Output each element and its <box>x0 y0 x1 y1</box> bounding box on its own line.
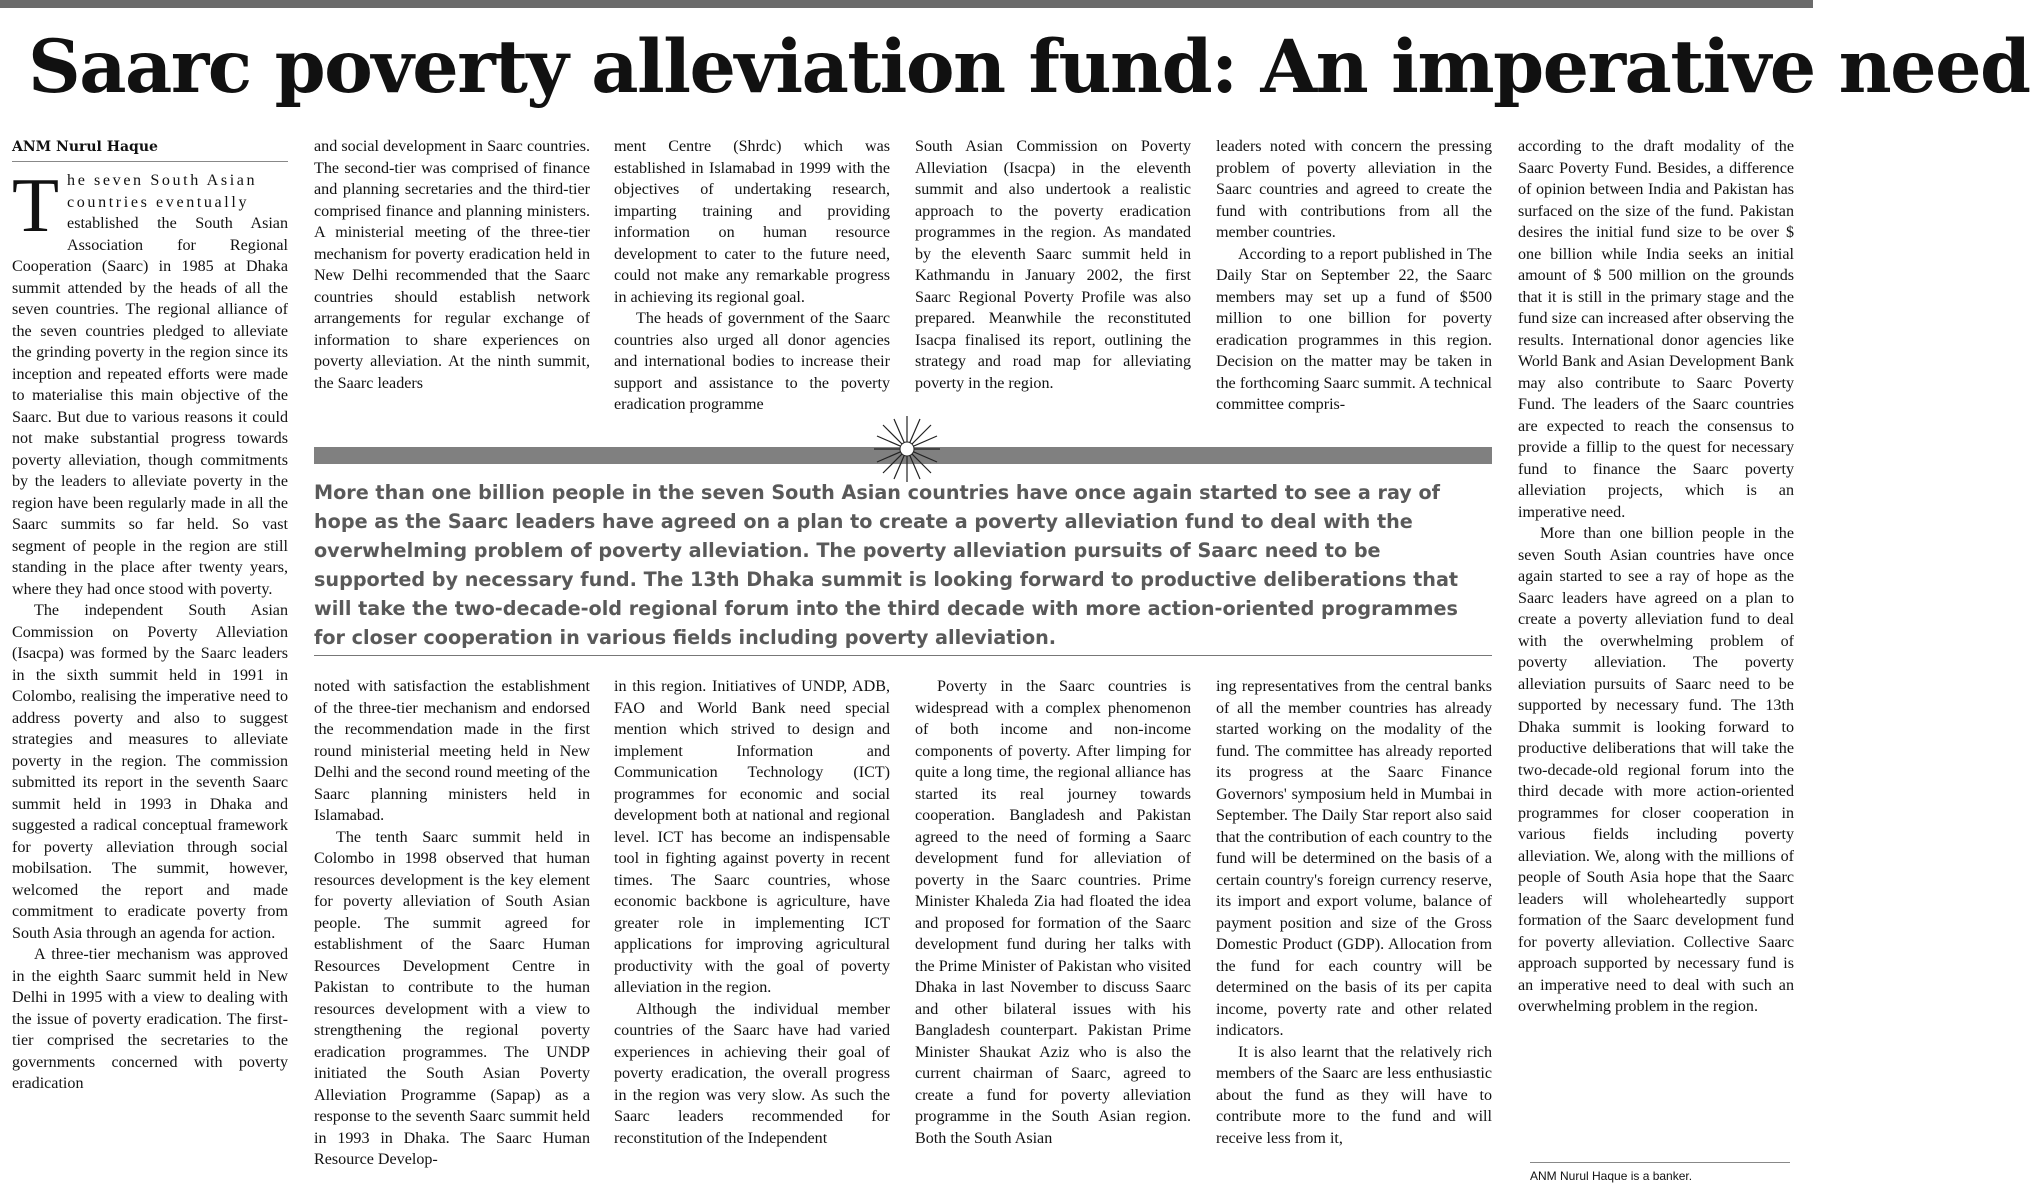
column-5-top <box>1216 136 1492 420</box>
paragraph: and social development in Saarc countries. The second-tier was comprised of finance and planning secretaries and the third-tier comprised finance and planning ministers. A ministerial meeting of the three-tier mechanism for poverty eradication held in New Delhi recommended that the Saarc countries should establish network arrangements for regular exchange of information to share experiences on poverty alleviation. At the ninth summit, the Saarc leaders <box>314 138 590 392</box>
paragraph: noted with satisfaction the establishment of the three-tier mechanism and endorsed the recommendation made in the first round ministerial meeting held in New Delhi and the second round meeting of the Saarc planning ministers held in Islamabad. <box>314 678 590 824</box>
author-note-rule <box>1530 1162 1790 1163</box>
paragraph: according to the draft modality of the Saarc Poverty Fund. Besides, a difference of opinion between India and Pakistan has surfaced on the size of the fund. Pakistan desires the initial fund size to be over $ one billion while India seeks an initial amount of $ 500 million on the grounds that it is still in the primary stage and the fund size can increased after observing the results. International donor agencies like World Bank and Asian Development Bank may also contribute to Saarc Poverty Fund. The leaders of the Saarc countries are expected to reach the consensus to provide a fillip to the quest for necessary fund to finance the Saarc poverty alleviation projects, which is an imperative need. <box>1518 138 1794 521</box>
paragraph: The tenth Saarc summit held in Colombo in 1998 observed that human resources development is the key element for poverty alleviation of South Asian people. The summit agreed for establishment of the Saarc Human Resources Development Centre in Pakistan to contribute to the human resources development with a view to strengthening the regional poverty eradication programmes. The UNDP initiated the South Asian Poverty Alleviation Programme (Sapap) as a response to the seventh Saarc summit held in 1993 in Dhaka. The Saarc Human Resource Develop- <box>314 828 590 1168</box>
paragraph: The heads of government of the Saarc countries also urged all donor agencies and international bodies to increase their support and assistance to the poverty eradication programme <box>614 310 890 413</box>
paragraph: ment Centre (Shrdc) which was established in Islamabad in 1999 with the objectives of undertaking research, imparting training and providing information on human resource development to cater to the future need, could not make any remarkable progress in achieving its regional goal. <box>614 138 890 306</box>
paragraph: According to a report published in The Daily Star on September 22, the Saarc members may set up a fund of $500 million to one billion for poverty eradication programmes in this region. Decision on the matter may be taken in the forthcoming Saarc summit. A technical committee compris- <box>1216 245 1492 413</box>
starburst-icon <box>872 414 942 484</box>
author-note: ANM Nurul Haque is a banker. <box>1530 1169 1693 1183</box>
paragraph: The independent South Asian Commission on Poverty Alleviation (Isacpa) was formed by the Saarc leaders in the sixth summit held in 1991 in Colombo, realising the imperative need to address poverty and also to suggest strategies and measures to alleviate poverty in the region. The commission submitted its report in the seventh Saarc summit held in 1993 in Dhaka and suggested a radical conceptual framework for poverty alleviation through social mobilsation. The summit, however, welcomed the report and made commitment to eradicate poverty from South Asia through an agenda for action. <box>12 602 288 942</box>
paragraph: leaders noted with concern the pressing problem of poverty alleviation in the Saarc countries and agreed to create the fund with contributions from all the member countries. <box>1216 138 1492 241</box>
paragraph-opening <box>12 162 288 600</box>
column-2-top <box>314 136 590 420</box>
column-2-bottom <box>314 676 590 1193</box>
pullquote-rule <box>314 655 1492 656</box>
byline: ANM Nurul Haque <box>12 139 158 155</box>
opening-line-2: countries eventually <box>67 193 250 211</box>
paragraph: More than one billion people in the seven South Asian countries have once again started to see a ray of hope as the Saarc leaders have agreed on a plan to create a poverty alleviation fund to deal with the overwhelming problem of poverty alleviation. The poverty alleviation pursuits of Saarc need to be supported by necessary fund. The 13th Dhaka summit is looking forward to productive deliberations that will take the two-decade-old regional forum into the third decade with more action-oriented programmes for closer cooperation in various fields including poverty alleviation. We, along with the millions of people of South Asia hope that the Saarc leaders will wholeheartedly support formation of the Saarc development fund for poverty alleviation. Collective Saarc approach supported by necessary fund is an imperative need to deal with such an overwhelming problem in the region. <box>1518 525 1794 1015</box>
paragraph: ing representatives from the central banks of all the member countries has already started working on the modality of the fund. The committee has already reported its progress at the Saarc Finance Governors' symposium held in Mumbai in September. The Daily Star report also said that the contribution of each country to the fund will be determined on the basis of a certain country's foreign currency reserve, its import and export volume, balance of payment position and size of the Gross Domestic Product (GDP). Allocation from the fund for each country will be determined on the basis of its per capita income, poverty rate and other related indicators. <box>1216 678 1492 1039</box>
paragraph: Poverty in the Saarc countries is widespread with a complex phenomenon of both income and non-income components of poverty. After limping for quite a long time, the regional alliance has started its real journey towards cooperation. Bangladesh and Pakistan agreed to the need of forming a Saarc development fund for alleviation of poverty in the Saarc countries. Prime Minister Khaleda Zia had floated the idea and proposed for formation of the Saarc development fund during her talks with the Prime Minister of Pakistan who visited Dhaka in last November to discuss Saarc and other bilateral issues with his Bangladesh counterpart. Pakistan Prime Minister Shaukat Aziz who is also the current chairman of Saarc, agreed to create a fund for poverty alleviation programme in the South Asian region. Both the South Asian <box>915 678 1191 1147</box>
paragraph: A three-tier mechanism was approved in the eighth Saarc summit held in New Delhi in 1995 with a view to dealing with the issue of poverty eradication. The first-tier comprised the secretaries to the governments concerned with poverty eradication <box>12 946 288 1092</box>
opening-rest: Association for Regional Cooperation (Saarc) in 1985 at Dhaka summit attended by the heads of all the seven countries. The regional alliance of the seven countries pledged to alleviate the grinding poverty in the region since its inception and repeated efforts were made to materialise this main objective of the Saarc. But due to various reasons it could not make substantial progress towards poverty alleviation, though commitments by the leaders to alleviate poverty in the region have been regularly made in all the Saarc summits so far held. So vast segment of people in the region are still standing in the place after twenty years, where they had once stood with poverty. <box>12 236 288 598</box>
column-1 <box>12 162 288 1193</box>
headline: Saarc poverty alleviation fund: An imperative need <box>28 24 2030 110</box>
column-4-bottom <box>915 676 1191 1193</box>
column-5-bottom <box>1216 676 1492 1193</box>
column-4-top <box>915 136 1191 420</box>
column-6 <box>1518 136 1794 1156</box>
paragraph: South Asian Commission on Poverty Alleviation (Isacpa) in the eleventh summit and also undertook a realistic approach to the poverty eradication programmes in the region. As mandated by the eleventh Saarc summit held in Kathmandu in January 2002, the first Saarc Regional Poverty Profile was also prepared. Meanwhile the reconstituted Isacpa finalised its report, outlining the strategy and road map for alleviating poverty in the region. <box>915 138 1191 392</box>
paragraph: Although the individual member countries of the Saarc have had varied experiences in achieving their goal of poverty eradication, the overall progress in the region was very slow. As such the Saarc leaders recommended for reconstitution of the Independent <box>614 1000 890 1147</box>
paragraph: It is also learnt that the relatively rich members of the Saarc are less enthusiastic about the fund as they will have to contribute more to the fund and will receive less from it, <box>1216 1043 1492 1147</box>
column-3-bottom <box>614 676 890 1193</box>
paragraph: in this region. Initiatives of UNDP, ADB, FAO and World Bank need special mention which strived to design and implement Information and Communication Technology (ICT) programmes for economic and social development both at national and regional level. ICT has become an indispensable tool in fighting against poverty in recent times. The Saarc countries, whose economic backbone is agriculture, have greater role in implementing ICT applications for improving agricultural productivity with the goal of poverty alleviation in the region. <box>614 678 890 996</box>
drop-cap: T <box>12 162 60 248</box>
opening-line-1: he seven South Asian <box>67 172 258 189</box>
top-rule <box>0 0 1813 8</box>
column-3-top <box>614 136 890 420</box>
opening-line-3: established the South Asian <box>67 215 288 232</box>
pullquote: More than one billion people in the seven South Asian countries have once again started to see a ray of hope as the Saarc leaders have agreed on a plan to create a poverty alleviation fund to deal with the overwhelming problem of poverty alleviation. The poverty alleviation pursuits of Saarc need to be supported by necessary fund. The 13th Dhaka summit is looking forward to productive deliberations that will take the two-decade-old regional forum into the third decade with more action-oriented programmes for closer cooperation in various fields including poverty alleviation. <box>314 481 1459 649</box>
